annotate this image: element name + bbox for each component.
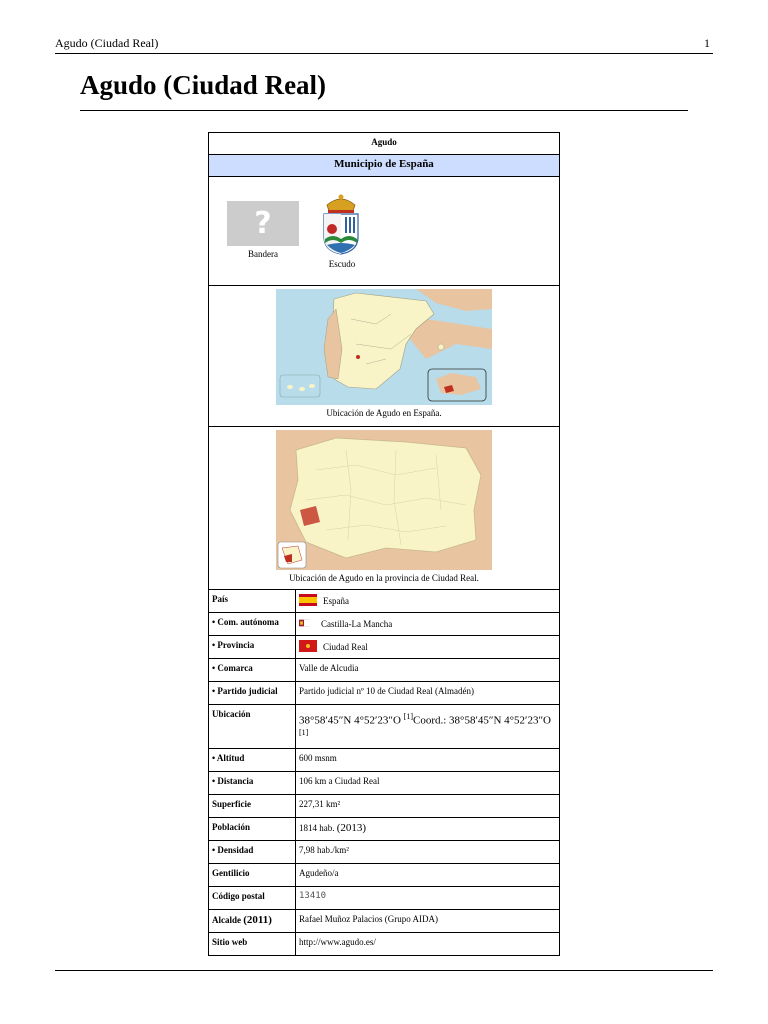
- row-key: • Partido judicial: [209, 682, 296, 705]
- infobox-table: [209, 589, 559, 955]
- website-link[interactable]: http://www.agudo.es/: [296, 933, 560, 956]
- table-row-postal: [209, 887, 559, 910]
- coat-caption: Escudo: [328, 259, 356, 269]
- ciudad-real-flag-icon: [299, 640, 317, 652]
- com-link[interactable]: Castilla-La Mancha: [321, 619, 393, 629]
- row-value: 600 msnm: [296, 749, 560, 772]
- page-number: 1: [704, 36, 710, 50]
- row-key: Sitio web: [209, 933, 296, 956]
- reference[interactable]: [1]: [299, 727, 309, 737]
- table-row-pais: [209, 590, 559, 613]
- province-map-caption: Ubicación de Agudo en la provincia de Ciudad Real.: [289, 573, 479, 583]
- population-year: (2013): [336, 822, 367, 835]
- row-value: 106 km a Ciudad Real: [296, 772, 560, 795]
- row-key: • Densidad: [209, 841, 296, 864]
- row-value: [296, 636, 560, 659]
- table-row-gentilicio: [209, 864, 559, 887]
- population-value: 1814 hab.: [299, 823, 337, 834]
- table-row-ubicacion: [209, 705, 559, 749]
- pais-link[interactable]: España: [323, 596, 349, 606]
- coat-of-arms-image[interactable]: [319, 191, 363, 257]
- footer-rule: [55, 970, 713, 971]
- flag-caption: Bandera: [248, 249, 278, 259]
- table-row-provincia: [209, 636, 559, 659]
- coordinates-text: Coord.: 38°58′45″N 4°52′23″O: [413, 714, 551, 727]
- infobox-name: Agudo: [371, 137, 397, 147]
- row-key: Superficie: [209, 795, 296, 818]
- row-key: • Distancia: [209, 772, 296, 795]
- castilla-la-mancha-flag-icon: [299, 617, 309, 629]
- table-row-comarca: [209, 659, 559, 682]
- row-value: [296, 705, 560, 749]
- province-location-map[interactable]: [276, 430, 492, 570]
- row-key: Población: [209, 818, 296, 841]
- table-row-partido: [209, 682, 559, 705]
- provincia-link[interactable]: Ciudad Real: [323, 642, 368, 652]
- table-row-alcalde: [209, 910, 559, 933]
- infobox-subtitle: Municipio de España: [209, 154, 559, 176]
- page-title: Agudo (Ciudad Real): [80, 70, 327, 100]
- row-value[interactable]: Partido judicial nº 10 de Ciudad Real (Almadén): [296, 682, 560, 705]
- spain-flag-icon: [299, 594, 317, 606]
- row-value: Agudeño/a: [296, 864, 560, 887]
- table-row-altitud: [209, 749, 559, 772]
- table-row-com: [209, 613, 559, 636]
- row-key: Código postal: [209, 887, 296, 910]
- flag-placeholder-image[interactable]: ?: [227, 201, 299, 246]
- title-rule: [80, 110, 688, 111]
- row-value: 13410: [296, 887, 560, 910]
- row-value: [296, 818, 560, 841]
- table-row-distancia: [209, 772, 559, 795]
- spain-map-section: [209, 285, 559, 426]
- symbols-section: [209, 176, 559, 285]
- table-row-densidad: [209, 841, 559, 864]
- coordinates-link[interactable]: 38°58′45″N 4°52′23″O: [299, 714, 404, 727]
- running-header-title: Agudo (Ciudad Real): [55, 36, 159, 50]
- province-map-section: [209, 426, 559, 589]
- spain-location-map[interactable]: [276, 289, 492, 405]
- row-key: • Comarca: [209, 659, 296, 682]
- alcalde-key: Alcalde: [212, 915, 244, 926]
- table-row-web: [209, 933, 559, 956]
- row-key: • Provincia: [209, 636, 296, 659]
- infobox: [208, 132, 560, 956]
- row-key: • Com. autónoma: [209, 613, 296, 636]
- row-value: [296, 590, 560, 613]
- row-value[interactable]: Valle de Alcudia: [296, 659, 560, 682]
- row-value: Rafael Muñoz Palacios (Grupo AIDA): [296, 910, 560, 933]
- row-key: Ubicación: [209, 705, 296, 749]
- spain-map-caption: Ubicación de Agudo en España.: [326, 408, 442, 418]
- row-key: [209, 910, 296, 933]
- row-value: [296, 613, 560, 636]
- row-key: • Altitud: [209, 749, 296, 772]
- row-key: Gentilicio: [209, 864, 296, 887]
- reference[interactable]: [1]: [403, 712, 413, 721]
- header-rule: [55, 53, 713, 54]
- row-key: País: [209, 590, 296, 613]
- alcalde-year: (2011): [243, 914, 272, 927]
- table-row-poblacion: [209, 818, 559, 841]
- row-value: 7,98 hab./km²: [296, 841, 560, 864]
- table-row-superficie: [209, 795, 559, 818]
- row-value: 227,31 km²: [296, 795, 560, 818]
